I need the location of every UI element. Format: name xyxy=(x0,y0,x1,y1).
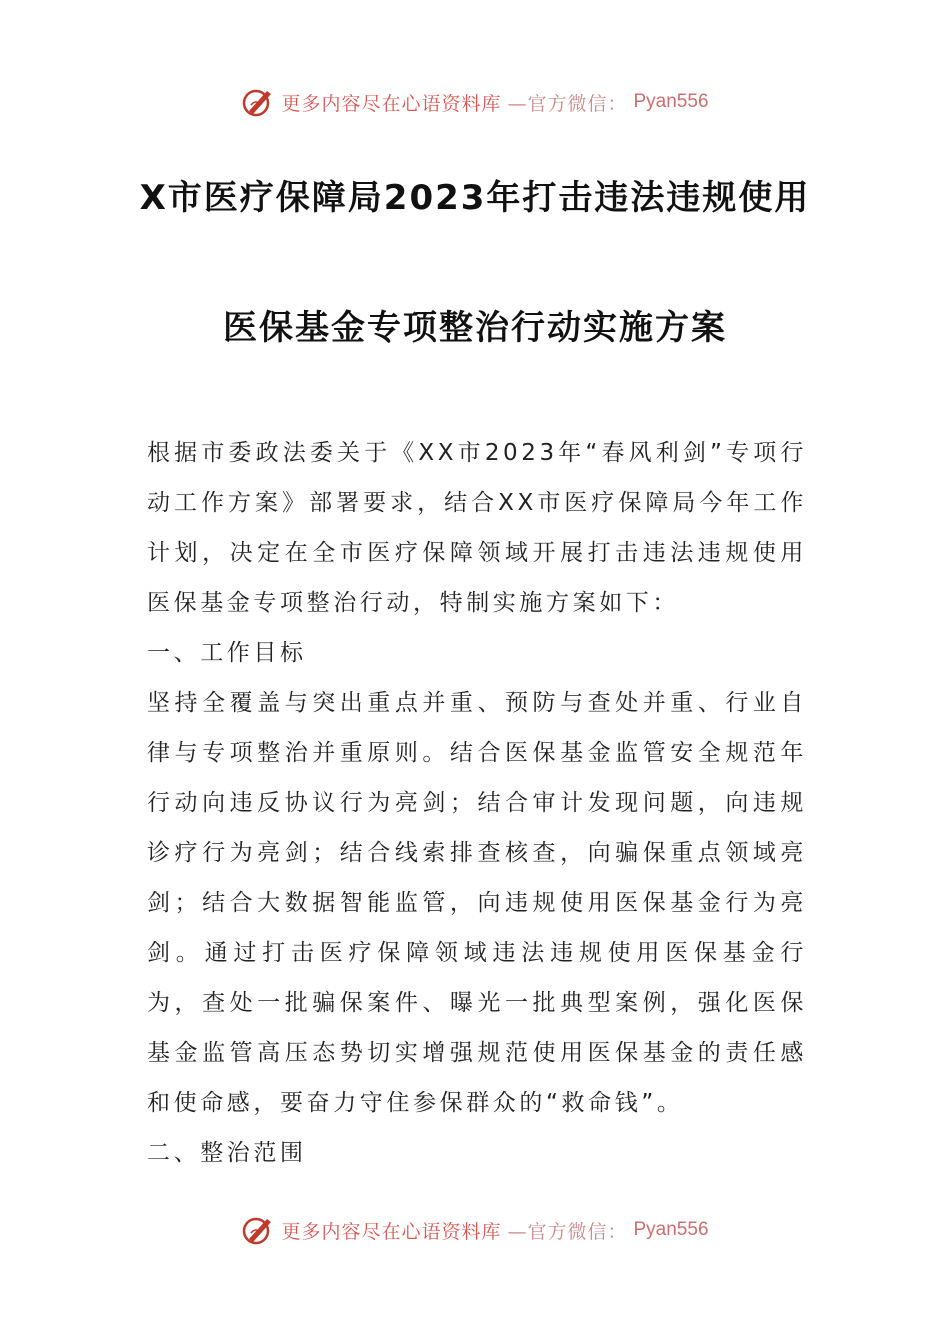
section-heading-scope: 二、整治范围 xyxy=(147,1140,307,1166)
goals-paragraph: 坚持全覆盖与突出重点并重、预防与查处并重、行业自律与专项整治并重原则。结合医保基金监管安全规范年行动向违反协议行为亮剑；结合审计发现问题，向违规诊疗行为亮剑；结合线索排查核查，向骗保重点领域亮剑；结合大数据智能监管，向违规使用医保基金行为亮剑。通过打击医疗保障领域违法违规使用医保基金行为，查处一批骗保案件、曝光一批典型案例，强化医保基金监管高压态势切实增强规范使用医保基金的责任感和使命感，要奋力守住参保群众的“救命钱”。 xyxy=(147,690,807,1116)
banner-separator-text: —官方微信： xyxy=(507,92,628,115)
document-title-line-2: 医保基金专项整治行动实施方案 xyxy=(223,308,727,348)
banner-wechat-id: Pyan556 xyxy=(633,1219,709,1240)
banner-wechat-id: Pyan556 xyxy=(633,91,709,112)
pen-logo-icon xyxy=(241,85,275,119)
banner-text: 更多内容尽在心语资料库 xyxy=(281,1220,502,1243)
banner-text: 更多内容尽在心语资料库 xyxy=(281,92,502,115)
intro-paragraph: 根据市委政法委关于《XX市2023年“春风利剑”专项行动工作方案》部署要求，结合XX市医疗保障局今年工作计划，决定在全市医疗保障领域开展打击违法违规使用医保基金专项整治行动，特制实施方案如下： xyxy=(147,440,807,616)
header-watermark-banner xyxy=(0,82,950,122)
banner-separator-text: —官方微信： xyxy=(507,1220,628,1243)
document-body xyxy=(147,428,807,1178)
document-title-line-1: X市医疗保障局2023年打击违法违规使用 xyxy=(139,178,811,218)
pen-logo-icon xyxy=(241,1213,275,1247)
footer-watermark-banner xyxy=(0,1210,950,1250)
section-heading-goals: 一、工作目标 xyxy=(147,640,307,666)
